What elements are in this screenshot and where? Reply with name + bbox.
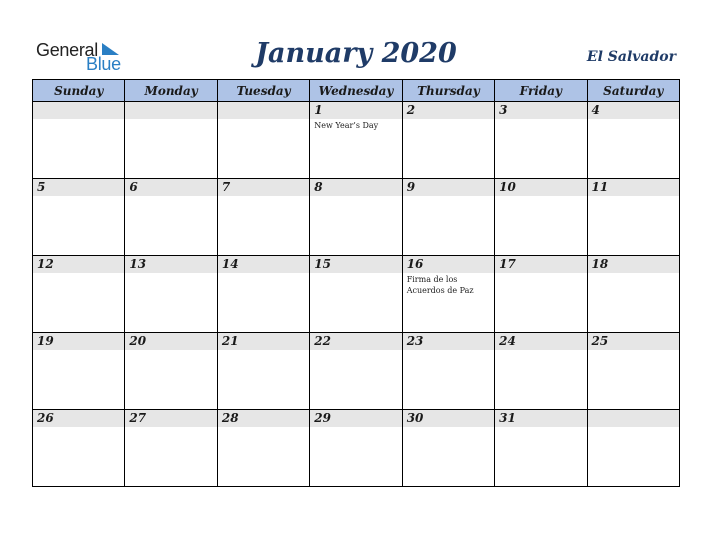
holiday-note xyxy=(588,273,679,274)
day-cell xyxy=(402,179,494,256)
day-cell xyxy=(125,256,217,333)
week-row xyxy=(33,410,680,487)
calendar-title: January 2020 xyxy=(255,38,457,69)
day-cell xyxy=(33,179,125,256)
day-number-strip xyxy=(33,179,124,196)
day-cell xyxy=(587,333,679,410)
week-row xyxy=(33,102,680,179)
day-number: 1 xyxy=(314,103,323,117)
day-cell xyxy=(310,179,402,256)
day-number-strip xyxy=(33,256,124,273)
day-number-strip xyxy=(403,179,494,196)
week-row xyxy=(33,333,680,410)
day-number-strip xyxy=(495,333,586,350)
logo-general-text: General xyxy=(36,40,98,60)
holiday-note xyxy=(218,350,309,351)
day-number-strip xyxy=(403,102,494,119)
holiday-note xyxy=(495,119,586,120)
holiday-note xyxy=(403,196,494,197)
day-number: 31 xyxy=(499,411,516,425)
day-number-strip xyxy=(588,179,679,196)
day-number-strip xyxy=(403,333,494,350)
day-number-strip xyxy=(33,410,124,427)
weekday-header-row xyxy=(33,80,680,102)
holiday-note xyxy=(310,273,401,274)
holiday-note xyxy=(218,273,309,274)
day-cell xyxy=(125,179,217,256)
day-cell xyxy=(125,333,217,410)
holiday-note: New Year’s Day xyxy=(314,121,379,130)
day-number-strip xyxy=(495,256,586,273)
day-number-strip xyxy=(218,179,309,196)
day-number-strip xyxy=(125,410,216,427)
day-number-strip xyxy=(218,256,309,273)
day-cell xyxy=(495,179,587,256)
day-cell xyxy=(402,410,494,487)
logo-blue-text: Blue xyxy=(86,54,121,74)
day-number: 3 xyxy=(499,103,508,117)
day-number-strip xyxy=(218,410,309,427)
week-row xyxy=(33,256,680,333)
day-number-strip xyxy=(33,333,124,350)
day-number-strip xyxy=(125,102,216,119)
day-number: 26 xyxy=(37,411,54,425)
holiday-note xyxy=(588,119,679,120)
weekday-header: Sunday xyxy=(33,80,125,102)
day-number-strip xyxy=(310,102,401,119)
day-number: 18 xyxy=(591,257,609,271)
day-number: 23 xyxy=(406,334,424,348)
day-number-strip xyxy=(403,410,494,427)
country-label: El Salvador xyxy=(586,49,676,65)
day-cell xyxy=(402,333,494,410)
day-number: 17 xyxy=(499,257,516,271)
holiday-note xyxy=(588,350,679,351)
day-number: 19 xyxy=(37,334,54,348)
holiday-note xyxy=(125,273,216,274)
day-number: 20 xyxy=(129,334,147,348)
day-number: 24 xyxy=(499,334,516,348)
holiday-note xyxy=(310,427,401,428)
day-number: 25 xyxy=(591,334,609,348)
day-number: 10 xyxy=(499,180,516,194)
day-number-strip xyxy=(33,102,124,119)
day-cell xyxy=(495,102,587,179)
day-number-strip xyxy=(588,102,679,119)
day-cell xyxy=(33,333,125,410)
day-cell xyxy=(33,410,125,487)
day-number-strip xyxy=(495,410,586,427)
day-number: 9 xyxy=(406,180,416,194)
day-number: 7 xyxy=(221,180,231,194)
weekday-header: Friday xyxy=(495,80,587,102)
holiday-note xyxy=(495,427,586,428)
day-cell xyxy=(217,102,309,179)
day-cell xyxy=(587,179,679,256)
day-number: 11 xyxy=(591,180,609,194)
day-cell xyxy=(310,333,402,410)
day-number: 12 xyxy=(37,257,54,271)
holiday-note xyxy=(588,427,679,428)
day-cell xyxy=(217,256,309,333)
holiday-note xyxy=(495,196,586,197)
holiday-note xyxy=(33,196,124,197)
day-number-strip xyxy=(310,179,401,196)
day-cell xyxy=(587,102,679,179)
holiday-note xyxy=(125,119,216,120)
day-cell xyxy=(402,102,494,179)
holiday-note xyxy=(588,196,679,197)
day-number-strip xyxy=(218,102,309,119)
holiday-note xyxy=(125,350,216,351)
holiday-note xyxy=(33,350,124,351)
day-number-strip xyxy=(218,333,309,350)
holiday-note xyxy=(310,350,401,351)
holiday-note xyxy=(33,119,124,120)
day-cell xyxy=(33,102,125,179)
day-number-strip xyxy=(588,333,679,350)
day-number-strip xyxy=(495,102,586,119)
day-number: 8 xyxy=(314,180,323,194)
day-number-strip xyxy=(495,179,586,196)
holiday-note: Firma de los Acuerdos de Paz xyxy=(406,275,474,295)
holiday-note xyxy=(218,119,309,120)
day-number-strip xyxy=(588,410,679,427)
day-number: 21 xyxy=(221,334,239,348)
holiday-note xyxy=(125,196,216,197)
day-cell xyxy=(310,410,402,487)
day-cell xyxy=(495,256,587,333)
day-number-strip xyxy=(310,410,401,427)
holiday-note xyxy=(218,196,309,197)
day-number: 4 xyxy=(591,103,600,117)
day-cell xyxy=(495,333,587,410)
day-cell xyxy=(33,256,125,333)
holiday-note xyxy=(403,350,494,351)
day-cell xyxy=(587,256,679,333)
day-cell xyxy=(402,256,494,333)
day-number: 2 xyxy=(406,103,416,117)
holiday-note xyxy=(125,427,216,428)
day-number: 5 xyxy=(37,180,46,194)
holiday-note xyxy=(33,427,124,428)
day-cell xyxy=(310,102,402,179)
day-number: 14 xyxy=(221,257,239,271)
day-number-strip xyxy=(125,179,216,196)
day-number: 15 xyxy=(314,257,331,271)
day-number-strip xyxy=(588,256,679,273)
day-number: 6 xyxy=(129,180,138,194)
day-cell xyxy=(310,256,402,333)
weekday-header: Saturday xyxy=(587,80,679,102)
weekday-header: Wednesday xyxy=(310,80,402,102)
day-number: 27 xyxy=(129,411,147,425)
holiday-note xyxy=(310,196,401,197)
day-number-strip xyxy=(125,256,216,273)
day-number: 13 xyxy=(129,257,147,271)
day-cell xyxy=(125,410,217,487)
calendar-grid xyxy=(32,79,680,487)
holiday-note xyxy=(495,273,586,274)
week-row xyxy=(33,179,680,256)
day-number: 30 xyxy=(406,411,424,425)
day-number: 29 xyxy=(314,411,331,425)
holiday-note xyxy=(403,427,494,428)
day-cell xyxy=(495,410,587,487)
day-cell xyxy=(217,179,309,256)
day-number-strip xyxy=(310,256,401,273)
day-number-strip xyxy=(125,333,216,350)
holiday-note xyxy=(403,119,494,120)
holiday-note xyxy=(495,350,586,351)
day-number-strip xyxy=(310,333,401,350)
weekday-header: Monday xyxy=(125,80,217,102)
day-cell xyxy=(217,333,309,410)
weekday-header: Tuesday xyxy=(217,80,309,102)
day-number-strip xyxy=(403,256,494,273)
day-number: 16 xyxy=(406,257,424,271)
day-cell xyxy=(587,410,679,487)
day-number: 28 xyxy=(221,411,239,425)
holiday-note xyxy=(218,427,309,428)
day-number: 22 xyxy=(314,334,331,348)
holiday-note xyxy=(33,273,124,274)
weekday-header: Thursday xyxy=(402,80,494,102)
day-cell xyxy=(217,410,309,487)
day-cell xyxy=(125,102,217,179)
